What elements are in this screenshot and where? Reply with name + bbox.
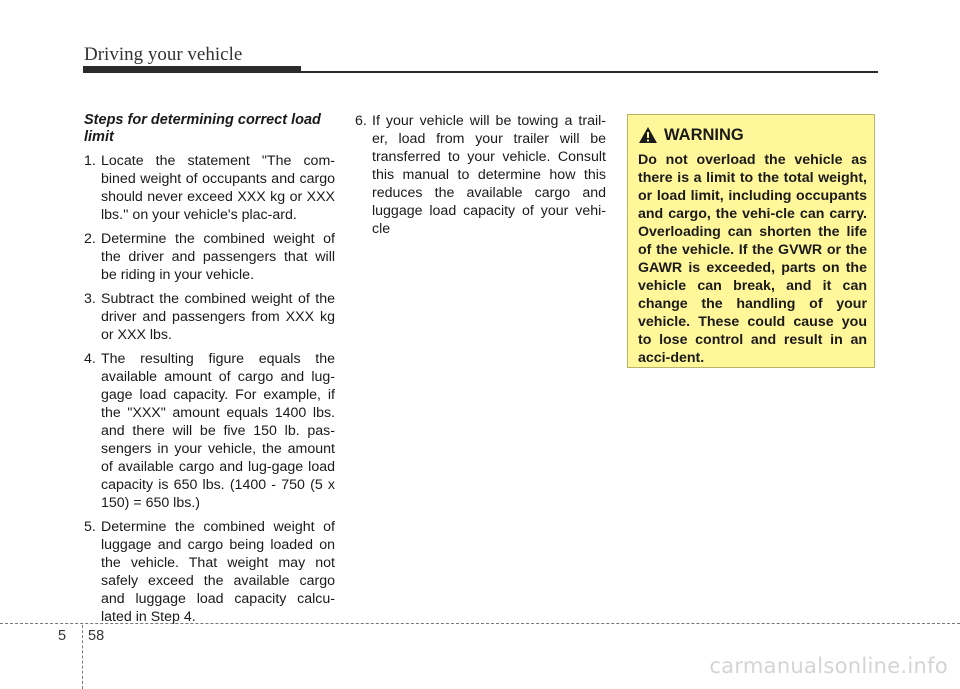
step-number: 3. — [84, 291, 96, 307]
chapter-number: 5 — [58, 628, 67, 644]
warning-triangle-icon — [638, 126, 658, 144]
step-item — [84, 152, 335, 224]
content-column-left — [84, 112, 335, 632]
warning-label: WARNING — [664, 125, 744, 144]
step-text: The resulting figure equals the available amount of cargo and lug-gage load capacity. For example, if the "XXX" amount equals 1400 lbs. and there will be five 150 lb. pas-sengers in your vehicle, the amount of available cargo and lug-gage load capacity is 650 lbs. (1400 - 750 (5 x 150) = 650 lbs.) — [101, 351, 335, 511]
warning-header — [638, 125, 744, 145]
header-rule-thick — [83, 66, 301, 73]
header-rule-thin — [301, 71, 878, 73]
footer-vertical-divider — [82, 625, 83, 689]
step-item — [84, 518, 335, 626]
footer-divider — [0, 623, 960, 624]
watermark-text: carmanualsonline.info — [709, 654, 948, 678]
step-text: Determine the combined weight of luggage and cargo being loaded on the vehicle. That weight may not safely exceed the available cargo and luggage load capacity calcu-lated in Step 4. — [101, 519, 335, 625]
step-number: 1. — [84, 153, 96, 169]
step-text: Locate the statement "The com-bined weight of occupants and cargo should never exceed XXX kg or XXX lbs.'' on your vehicle's plac-ard. — [101, 153, 335, 223]
step-item — [84, 290, 335, 344]
page-number: 58 — [88, 628, 105, 644]
step-item — [84, 350, 335, 512]
step-number: 5. — [84, 519, 96, 535]
step-item — [355, 112, 606, 238]
warning-box — [627, 114, 875, 368]
step-text: If your vehicle will be towing a trail-er, load from your trailer will be transferred to your vehicle. Consult this manual to determine how this reduces the available cargo and luggage load capacity of your vehi-cle — [372, 113, 606, 237]
step-number: 2. — [84, 231, 96, 247]
section-title: Steps for determining correct load limit — [84, 112, 321, 145]
step-text: Determine the combined weight of the driver and passengers that will be riding in your vehicle. — [101, 231, 335, 283]
page-header-title: Driving your vehicle — [84, 44, 243, 65]
step-number: 6. — [355, 113, 367, 129]
content-column-middle — [355, 112, 606, 244]
step-number: 4. — [84, 351, 96, 367]
step-item — [84, 230, 335, 284]
warning-text: Do not overload the vehicle as there is a limit to the total weight, or load limit, including occupants and cargo, the vehi-cle can carry. Overloading can shorten the life of the vehicle. If the GVWR or the GAWR is exceeded, parts on the vehicle can break, and it can change the handling of your vehicle. These could cause you to lose control and result in an acci-dent. — [638, 152, 867, 366]
step-text: Subtract the combined weight of the driver and passengers from XXX kg or XXX lbs. — [101, 291, 335, 343]
